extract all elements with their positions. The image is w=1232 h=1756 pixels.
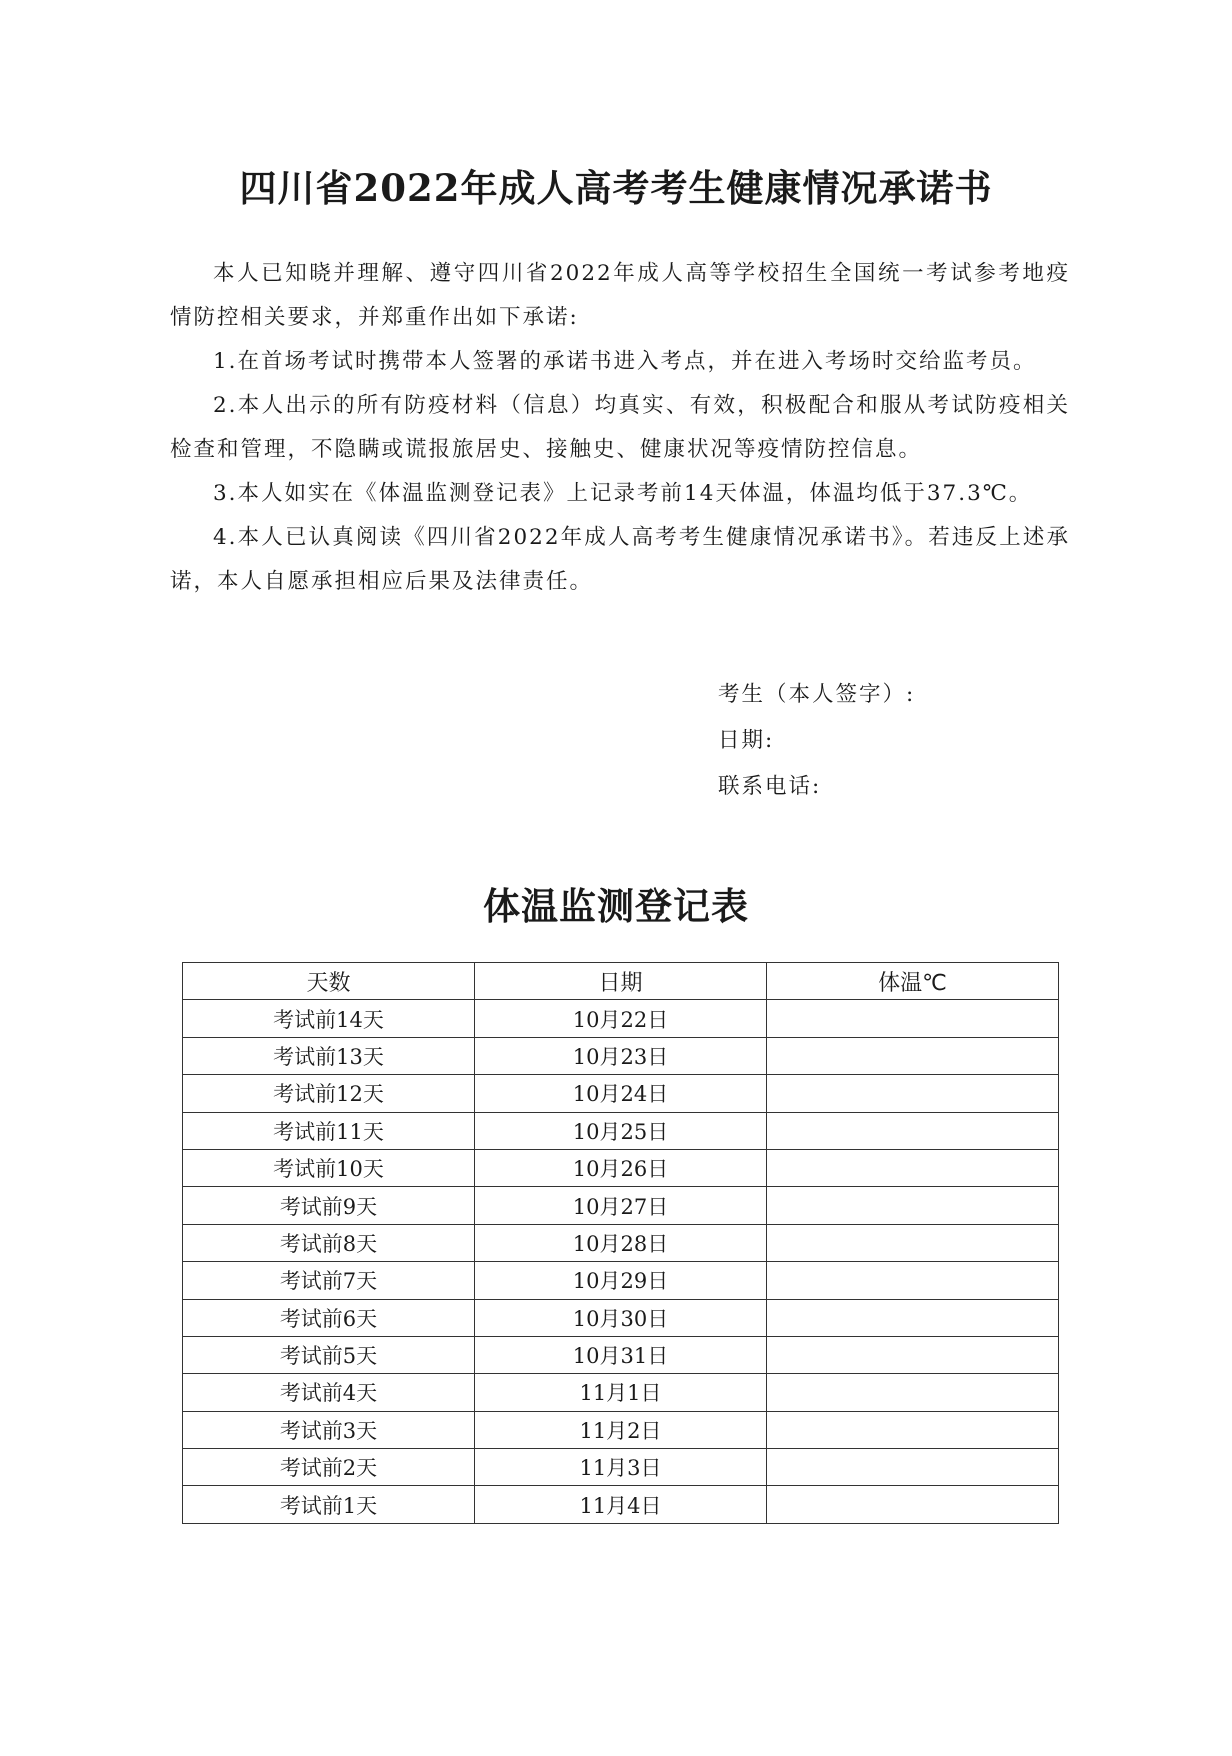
temperature-cell[interactable] [767, 1224, 1059, 1261]
days-cell: 考试前10天 [183, 1149, 475, 1186]
days-cell: 考试前2天 [183, 1449, 475, 1486]
temperature-cell[interactable] [767, 1075, 1059, 1112]
temperature-cell[interactable] [767, 1037, 1059, 1074]
date-cell: 11月2日 [475, 1411, 767, 1448]
commitment-body [170, 252, 1070, 604]
days-cell: 考试前4天 [183, 1374, 475, 1411]
table-row [183, 1000, 1059, 1037]
table-row [183, 1112, 1059, 1149]
table-header-row [183, 963, 1059, 1000]
date-cell: 10月29日 [475, 1262, 767, 1299]
date-label: 日期: [718, 728, 775, 753]
page-title: 四川省2022年成人高考考生健康情况承诺书 [239, 166, 993, 210]
days-cell: 考试前14天 [183, 1000, 475, 1037]
days-cell: 考试前6天 [183, 1299, 475, 1336]
temperature-cell[interactable] [767, 1486, 1059, 1523]
table-row [183, 1411, 1059, 1448]
table-row [183, 1149, 1059, 1186]
table-row [183, 1374, 1059, 1411]
temperature-cell[interactable] [767, 1449, 1059, 1486]
temperature-cell[interactable] [767, 1299, 1059, 1336]
days-cell: 考试前12天 [183, 1075, 475, 1112]
date-cell: 10月23日 [475, 1037, 767, 1074]
date-cell: 10月27日 [475, 1187, 767, 1224]
intro-paragraph: 本人已知晓并理解、遵守四川省2022年成人高等学校招生全国统一考试参考地疫情防控相关要求，并郑重作出如下承诺: [170, 261, 1070, 330]
commitment-item-1: 1.在首场考试时携带本人签署的承诺书进入考点，并在进入考场时交给监考员。 [213, 349, 1037, 374]
table-row [183, 1262, 1059, 1299]
date-cell: 11月1日 [475, 1374, 767, 1411]
temperature-cell[interactable] [767, 1336, 1059, 1373]
days-cell: 考试前3天 [183, 1411, 475, 1448]
temperature-table [182, 962, 1059, 1524]
days-cell: 考试前13天 [183, 1037, 475, 1074]
header-days: 天数 [183, 963, 475, 1000]
table-row [183, 1449, 1059, 1486]
days-cell: 考试前11天 [183, 1112, 475, 1149]
table-row [183, 1037, 1059, 1074]
commitment-item-4: 4.本人已认真阅读《四川省2022年成人高考考生健康情况承诺书》。若违反上述承诺，本人自愿承担相应后果及法律责任。 [170, 525, 1070, 594]
date-cell: 11月3日 [475, 1449, 767, 1486]
table-row [183, 1486, 1059, 1523]
days-cell: 考试前1天 [183, 1486, 475, 1523]
days-cell: 考试前5天 [183, 1336, 475, 1373]
table-row [183, 1299, 1059, 1336]
date-cell: 10月30日 [475, 1299, 767, 1336]
header-temperature: 体温℃ [767, 963, 1059, 1000]
temperature-cell[interactable] [767, 1374, 1059, 1411]
temperature-cell[interactable] [767, 1149, 1059, 1186]
header-date: 日期 [475, 963, 767, 1000]
date-cell: 10月24日 [475, 1075, 767, 1112]
table-row [183, 1336, 1059, 1373]
days-cell: 考试前7天 [183, 1262, 475, 1299]
table-row [183, 1187, 1059, 1224]
days-cell: 考试前8天 [183, 1224, 475, 1261]
commitment-item-2: 2.本人出示的所有防疫材料（信息）均真实、有效，积极配合和服从考试防疫相关检查和管理，不隐瞒或谎报旅居史、接触史、健康状况等疫情防控信息。 [170, 393, 1070, 462]
date-cell: 10月28日 [475, 1224, 767, 1261]
days-cell: 考试前9天 [183, 1187, 475, 1224]
temperature-cell[interactable] [767, 1411, 1059, 1448]
date-cell: 10月25日 [475, 1112, 767, 1149]
temperature-cell[interactable] [767, 1112, 1059, 1149]
signature-block [718, 672, 915, 810]
commitment-item-3: 3.本人如实在《体温监测登记表》上记录考前14天体温，体温均低于37.3℃。 [213, 481, 1033, 506]
temperature-cell[interactable] [767, 1187, 1059, 1224]
phone-label: 联系电话: [718, 774, 822, 799]
date-cell: 11月4日 [475, 1486, 767, 1523]
temperature-cell[interactable] [767, 1262, 1059, 1299]
table-row [183, 1224, 1059, 1261]
temperature-cell[interactable] [767, 1000, 1059, 1037]
signer-label: 考生（本人签字）: [718, 682, 916, 707]
table-title: 体温监测登记表 [483, 884, 749, 928]
date-cell: 10月26日 [475, 1149, 767, 1186]
table-row [183, 1075, 1059, 1112]
date-cell: 10月31日 [475, 1336, 767, 1373]
date-cell: 10月22日 [475, 1000, 767, 1037]
